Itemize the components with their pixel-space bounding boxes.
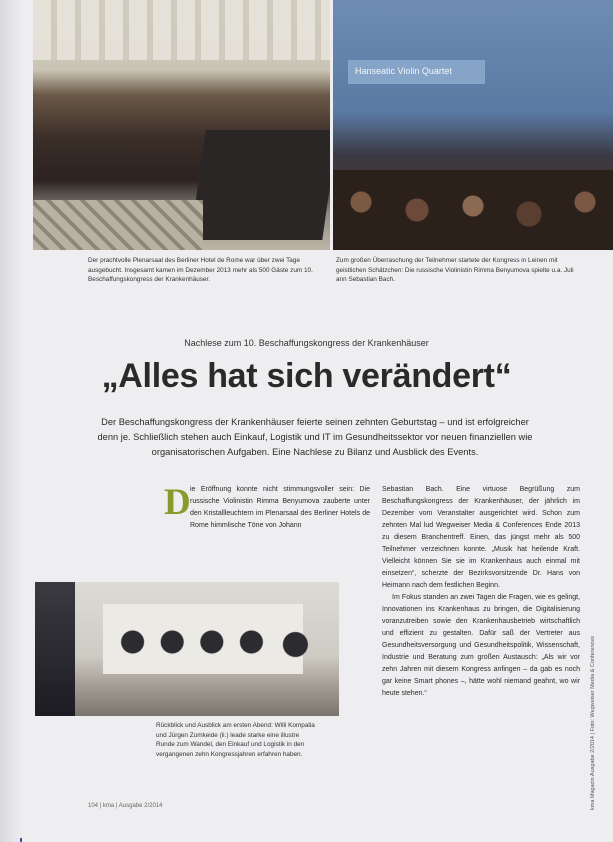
panel-discussion-photo: [35, 582, 339, 716]
hall-floor: [33, 200, 203, 250]
article-lead: Der Beschaffungskongress der Krankenhäuser feierte seinen zehnten Geburtstag – und ist erfolgreicher denn je. Schließlich stehen auch Einkauf, Logistik und IT im Gesundheitssektor vor neuen finanziellen wie organisatorischen Aufgaben. Eine Nachlese zu Bilanz und Ausblick des Events.: [97, 417, 533, 457]
speaker-figure: [35, 582, 75, 716]
article-headline: „Alles hat sich verändert“: [101, 357, 512, 395]
hall-photo-caption: Der prachtvolle Plenarsaal des Berliner Hotel de Rome war über zwei Tage ausgebucht. Insgesamt kamen im Dezember 2013 mehr als 500 Gäste zum 10. Beschaffungskongress der Krankenhäuser.: [88, 257, 313, 283]
drop-cap: D: [164, 482, 191, 523]
violinist-photo: [333, 0, 613, 250]
body-paragraph-1: Sebastian Bach. Eine virtuose Begrüßung zum Beschaffungskongress der Krankenhäuser, der jährlich im Dezember vom Veranstalter ausgerichtet wird. Schon zum zehnten Mal lud Wegweiser Media & Conferences Ende 2013 zu diesem Branchentreff. Einen, das jüngst mehr als 500 Teilnehmer verzeichnen konnte. „Musik hat heilende Kraft. Vielleicht können Sie sie im Krankenhaus auch einmal mit einsetzen“, scherzte der Bezirksvorsitzende Dr. Hans von Heimann nach dem festlichen Beginn.: [382, 486, 580, 589]
concert-photo-caption: Zum großen Überraschung der Teilnehmer startete der Kongress in Leinen mit geistlichen Schätzchen: Die russische Violinistin Rimma Benyumova spielte u.a. Juli ann Sebastian Bach.: [336, 257, 574, 283]
body-column-1: ie Eröffnung konnte nicht stimmungsvoller sein: Die russische Violinistin Rimma Benyumova zauberte unter den Kristallleuchtern im Plenarsaal des Berliner Hotels de Rome himmlische Töne von Johann: [190, 486, 370, 529]
body-column-2: [382, 484, 580, 700]
audience: [333, 170, 613, 250]
photo-credit: kma Magazin Ausgabe 2/2014 | Foto: Wegweiser Media & Conferences: [590, 635, 596, 810]
conference-hall-photo: [33, 0, 330, 250]
page-folio: 104 | kma | Ausgabe 2/2014: [88, 803, 163, 809]
edge-mark: [20, 838, 22, 842]
body-paragraph-2: Im Fokus standen an zwei Tagen die Fragen, wie es gelingt, Innovationen ins Krankenhaus zu bringen, die Digitalisierung voranzutreiben sowie den Krankenhausbetrieb wirtschaftlich und effizient zu gestalten. Dafür saß der Vertreter aus Gesundheitsversorgung und Gesundheitspolitik, Wissenschaft, Industrie und Beratung zum großen Austausch: „Als wir vor zehn Jahren mit diesem Kongress anfingen – da gab es noch gar keine Smart phones –, hätte wohl niemand geahnt, wo wir heute stehen.“: [382, 594, 580, 697]
hall-stage: [190, 130, 330, 240]
overlay-text: Hanseatic Violin Quartet: [355, 66, 452, 76]
hall-ceiling: [33, 0, 330, 60]
page-edge: [0, 0, 22, 842]
panel-photo-caption: Rückblick und Ausblick am ersten Abend: Willi Kompalla und Jürgen Zumkeide (li.) leade starke eine illustre Runde zum Wandel, den Einkauf und Logistik in den vergangenen zehn Kongressjahren erfahren haben.: [156, 722, 315, 758]
photo-overlay-label: [348, 60, 485, 84]
article-kicker: Nachlese zum 10. Beschaffungskongress der Krankenhäuser: [184, 338, 429, 348]
panelists: [115, 622, 335, 672]
